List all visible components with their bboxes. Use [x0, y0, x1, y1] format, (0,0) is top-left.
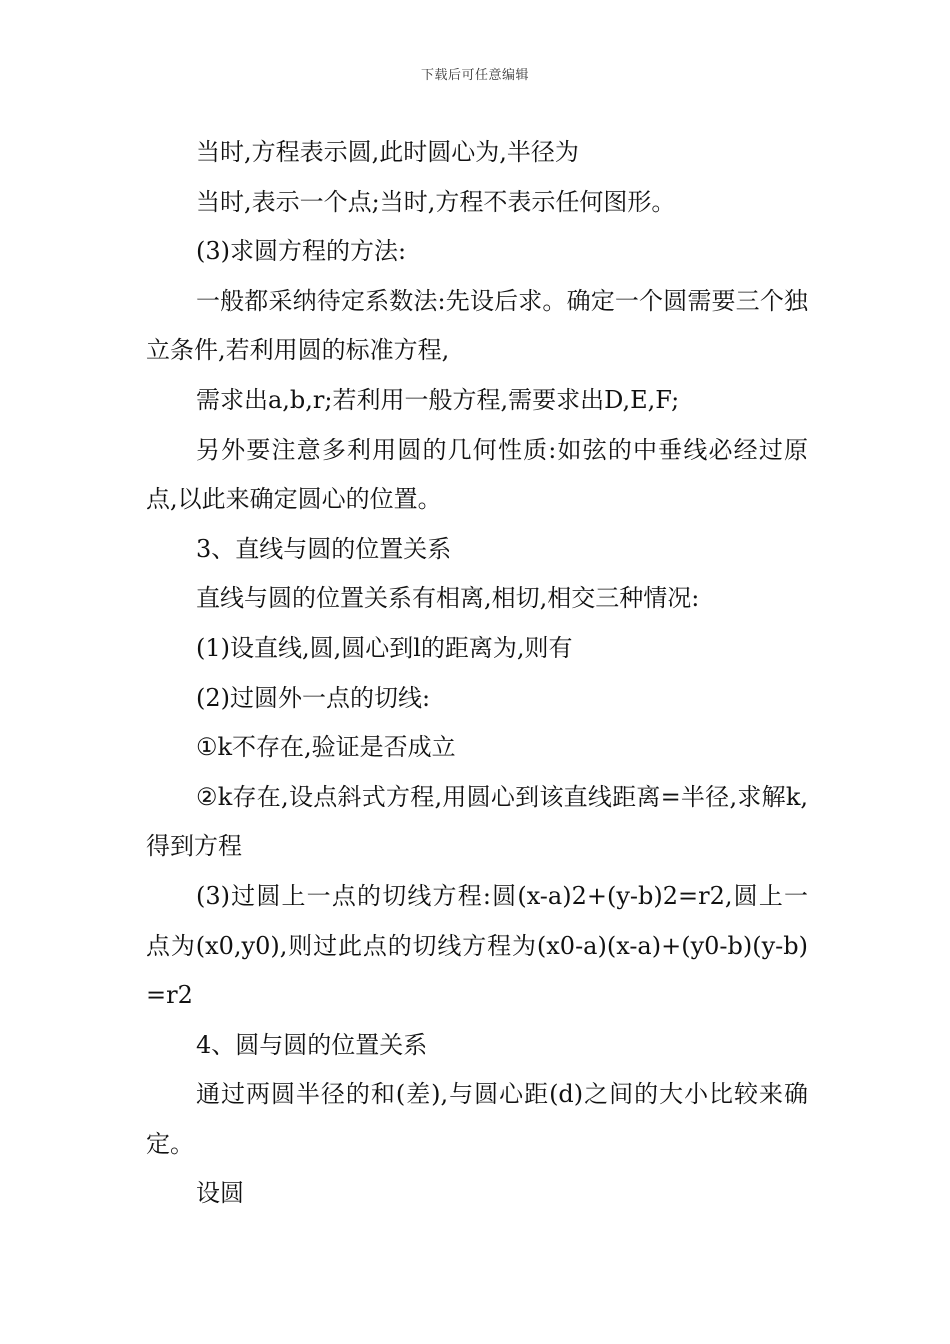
paragraph-let-circle: 设圆: [196, 1179, 244, 1208]
paragraph-geometric-properties: 另外要注意多利用圆的几何性质:如弦的中垂线必经过原点,以此来确定圆心的位置。: [146, 435, 808, 514]
page-header: 下载后可任意编辑: [420, 68, 529, 83]
section-heading-line-circle: 3、直线与圆的位置关系: [196, 534, 452, 563]
paragraph-circle-condition: 当时,方程表示圆,此时圆心为,半径为: [196, 138, 579, 166]
paragraph-method-heading: (3)求圆方程的方法:: [196, 237, 407, 266]
paragraph-solve-parameters: 需求出a,b,r;若利用一般方程,需要求出D,E,F;: [196, 385, 680, 414]
paragraph-external-tangent: (2)过圆外一点的切线:: [196, 683, 431, 712]
paragraph-k-not-exist: ①k不存在,验证是否成立: [196, 733, 456, 762]
paragraph-tangent-equation: (3)过圆上一点的切线方程:圆(x-a)2+(y-b)2=r2,圆上一点为(x0,y0),则过此点的切线方程为(x0-a)(x-a)+(y0-b)(y-b)=r2: [146, 881, 808, 1010]
paragraph-distance-case: (1)设直线,圆,圆心到l的距离为,则有: [196, 633, 573, 662]
section-heading-circle-circle: 4、圆与圆的位置关系: [196, 1030, 428, 1059]
paragraph-three-cases: 直线与圆的位置关系有相离,相切,相交三种情况:: [196, 584, 700, 613]
paragraph-radius-comparison: 通过两圆半径的和(差),与圆心距(d)之间的大小比较来确定。: [146, 1080, 808, 1158]
document-body: [146, 128, 808, 1219]
paragraph-k-exists: ②k存在,设点斜式方程,用圆心到该直线距离=半径,求解k,得到方程: [146, 782, 808, 861]
paragraph-point-condition: 当时,表示一个点;当时,方程不表示任何图形。: [196, 187, 676, 216]
paragraph-undetermined-coefficients: 一般都采纳待定系数法:先设后求。确定一个圆需要三个独立条件,若利用圆的标准方程,: [146, 286, 808, 365]
